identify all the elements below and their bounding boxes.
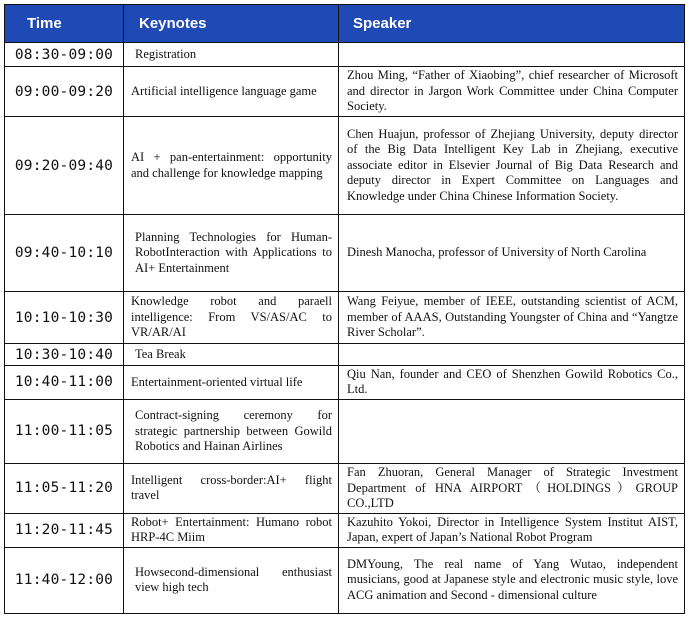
table-row — [5, 399, 685, 463]
speaker-cell: Fan Zhuoran, General Manager of Strategic Investment Department of HNA AIRPORT（HOLDINGS）GROUP CO.,LTD — [339, 463, 685, 513]
keynote-cell: Howsecond-dimensional enthusiast view high tech — [124, 547, 339, 613]
header-speaker: Speaker — [339, 5, 685, 43]
speaker-cell: Dinesh Manocha, professor of University of North Carolina — [339, 215, 685, 292]
table-row — [5, 67, 685, 117]
time-cell: 11:05-11:20 — [5, 463, 124, 513]
table-row — [5, 292, 685, 344]
header-keynotes: Keynotes — [124, 5, 339, 43]
speaker-cell — [339, 344, 685, 366]
keynote-cell: Planning Technologies for Human-RobotInteraction with Applications to AI+ Entertainment — [124, 215, 339, 292]
time-cell: 10:40-11:00 — [5, 366, 124, 400]
table-row — [5, 43, 685, 67]
table-row — [5, 513, 685, 547]
time-cell: 09:20-09:40 — [5, 117, 124, 215]
keynote-cell: Contract-signing ceremony for strategic partnership between Gowild Robotics and Hainan Airlines — [124, 399, 339, 463]
time-cell: 11:20-11:45 — [5, 513, 124, 547]
agenda-table-container — [4, 4, 685, 614]
table-row — [5, 344, 685, 366]
speaker-cell: Zhou Ming, “Father of Xiaobing”, chief researcher of Microsoft and director in Jargon Work Committee under China Computer Society. — [339, 67, 685, 117]
time-cell: 08:30-09:00 — [5, 43, 124, 67]
time-cell: 10:30-10:40 — [5, 344, 124, 366]
keynote-cell: Intelligent cross-border:AI+ flight travel — [124, 463, 339, 513]
header-row — [5, 5, 685, 43]
time-cell: 10:10-10:30 — [5, 292, 124, 344]
speaker-cell: Chen Huajun, professor of Zhejiang University, deputy director of the Big Data Intelligent Key Lab in Zhejiang, executive associate editor in Elsevier Journal of Big Data Research and deputy director in Expert Committee on Languages and Knowledge under China Chinese Information Society. — [339, 117, 685, 215]
keynote-cell: Knowledge robot and paraell intelligence: From VS/AS/AC to VR/AR/AI — [124, 292, 339, 344]
table-row — [5, 547, 685, 613]
agenda-table — [4, 4, 685, 614]
speaker-cell — [339, 43, 685, 67]
time-cell: 09:00-09:20 — [5, 67, 124, 117]
time-cell: 09:40-10:10 — [5, 215, 124, 292]
keynote-cell: Tea Break — [124, 344, 339, 366]
table-row — [5, 117, 685, 215]
time-cell: 11:00-11:05 — [5, 399, 124, 463]
table-row — [5, 463, 685, 513]
speaker-cell — [339, 399, 685, 463]
time-cell: 11:40-12:00 — [5, 547, 124, 613]
header-time: Time — [5, 5, 124, 43]
table-row — [5, 366, 685, 400]
table-row — [5, 215, 685, 292]
keynote-cell: Entertainment-oriented virtual life — [124, 366, 339, 400]
speaker-cell: Wang Feiyue, member of IEEE, outstanding scientist of ACM, member of AAAS, Outstanding Youngster of China and “Yangtze River Scholar”. — [339, 292, 685, 344]
speaker-cell: DMYoung, The real name of Yang Wutao, independent musicians, good at Japanese style and electronic music style, love ACG animation and Second - dimensional culture — [339, 547, 685, 613]
keynote-cell: Registration — [124, 43, 339, 67]
speaker-cell: Kazuhito Yokoi, Director in Intelligence System Institut AIST, Japan, expert of Japan’s National Robot Program — [339, 513, 685, 547]
keynote-cell: AI + pan-entertainment: opportunity and challenge for knowledge mapping — [124, 117, 339, 215]
keynote-cell: Robot+ Entertainment: Humano robot HRP-4C Miim — [124, 513, 339, 547]
keynote-cell: Artificial intelligence language game — [124, 67, 339, 117]
speaker-cell ind: Qiu Nan, founder and CEO of Shenzhen Gowild Robotics Co., Ltd. — [339, 366, 685, 400]
